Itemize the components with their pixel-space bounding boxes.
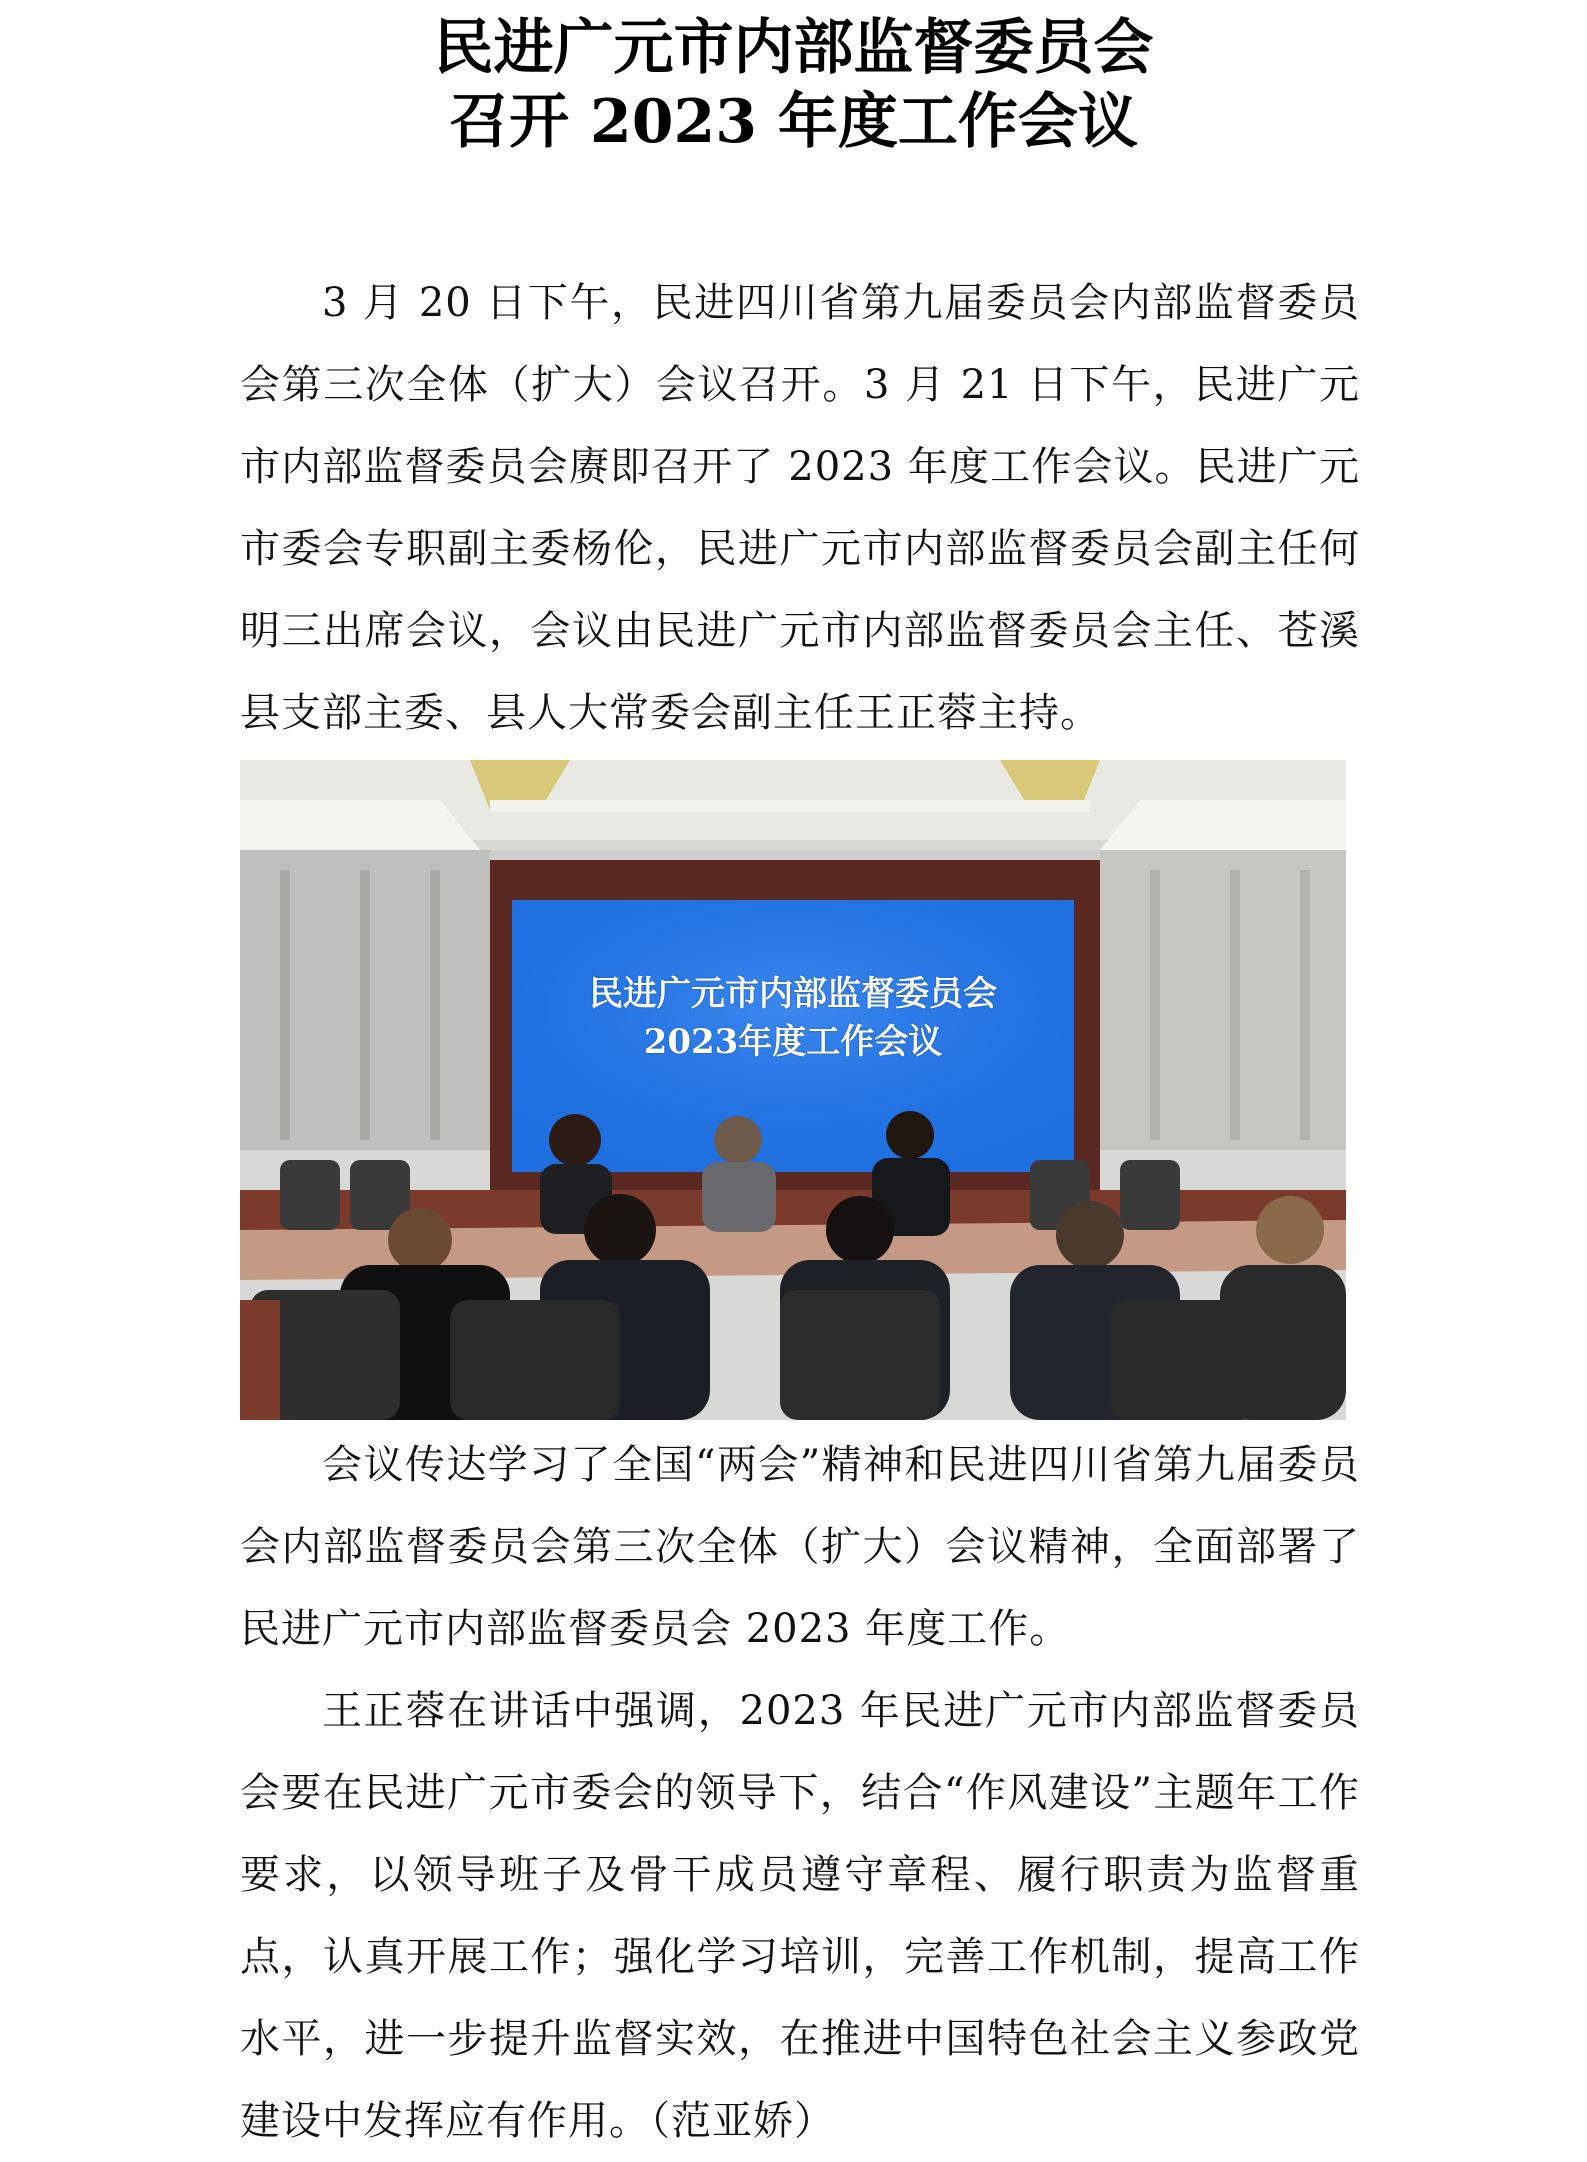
paragraph-1: 3 月 20 日下午，民进四川省第九届委员会内部监督委员会第三次全体（扩大）会议召开。3 月 21 日下午，民进广元市内部监督委员会赓即召开了 2023 年度工作会议。民进广元市委会专职副主委杨伦，民进广元市内部监督委员会副主任何明三出席会议，会议由民进广元市内部监督委员会主任、苍溪县支部主委、县人大常委会副主任王正蓉主持。 xyxy=(240,280,1360,736)
paragraph-3: 王正蓉在讲话中强调，2023 年民进广元市内部监督委员会要在民进广元市委会的领导下，结合“作风建设”主题年工作要求，以领导班子及骨干成员遵守章程、履行职责为监督重点，认真开展工作；强化学习培训，完善工作机制，提高工作水平，进一步提升监督实效，在推进中国特色社会主义参政党建设中发挥应有作用。（范亚娇） xyxy=(240,1688,1360,2144)
document-title-line-2: 召开 2023 年度工作会议 xyxy=(449,87,1138,157)
screen-title-line-2: 2023年度工作会议 xyxy=(643,1022,943,1062)
meeting-photo xyxy=(240,760,1346,1420)
meeting-photo-illustration xyxy=(240,760,1346,1420)
document-title-line-1: 民进广元市内部监督委员会 xyxy=(433,13,1154,83)
paragraph-2: 会议传达学习了全国“两会”精神和民进四川省第九届委员会内部监督委员会第三次全体（扩大）会议精神，全面部署了民进广元市内部监督委员会 2023 年度工作。 xyxy=(240,1442,1360,1652)
screen-title-line-1: 民进广元市内部监督委员会 xyxy=(589,974,997,1014)
